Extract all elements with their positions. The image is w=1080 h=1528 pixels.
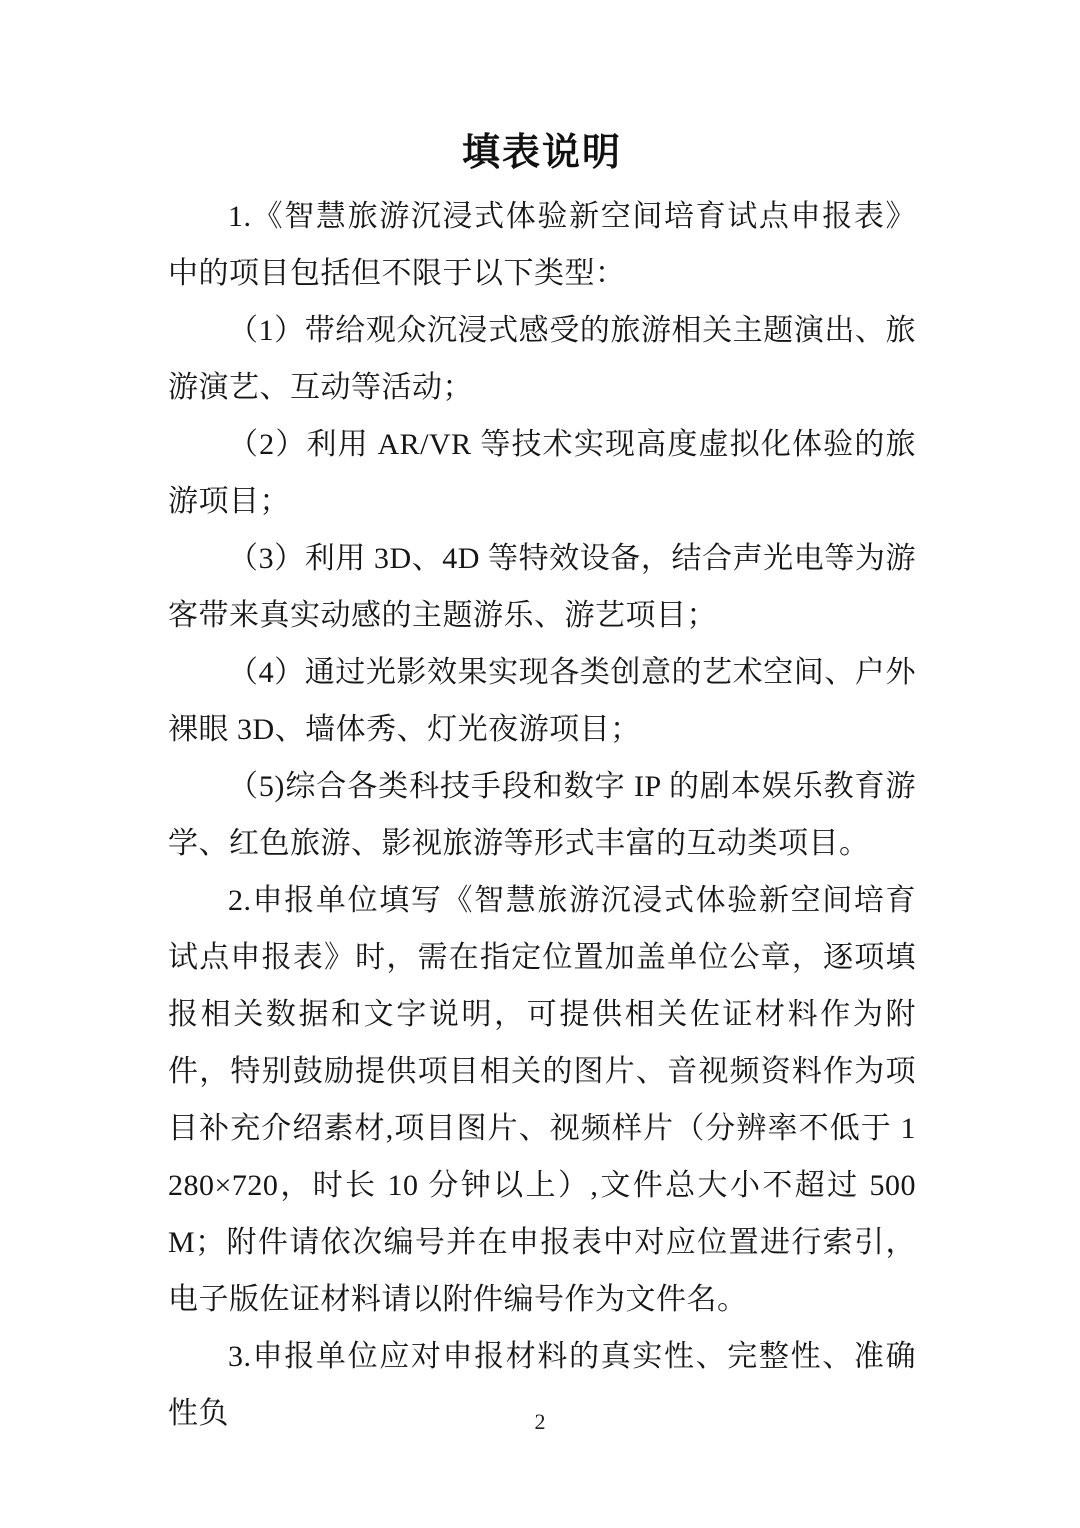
document-body: [168, 188, 916, 1442]
paragraph-intro: 1.《智慧旅游沉浸式体验新空间培育试点申报表》中的项目包括但不限于以下类型：: [168, 200, 916, 290]
paragraph-instructions-3: 3.申报单位应对申报材料的真实性、完整性、准确性负: [168, 1340, 916, 1430]
page-number: 2: [534, 1409, 546, 1434]
paragraph-item-1: （1）带给观众沉浸式感受的旅游相关主题演出、旅游演艺、互动等活动；: [168, 314, 916, 404]
page-title: 填表说明: [461, 132, 622, 174]
paragraph-item-5: （5)综合各类科技手段和数字 IP 的剧本娱乐教育游学、红色旅游、影视旅游等形式丰富的互动类项目。: [168, 770, 916, 860]
paragraph-instructions-2: 2.申报单位填写《智慧旅游沉浸式体验新空间培育试点申报表》时，需在指定位置加盖单位公章，逐项填报相关数据和文字说明，可提供相关佐证材料作为附件，特别鼓励提供项目相关的图片、音视频资料作为项目补充介绍素材,项目图片、视频样片（分辨率不低于 1280×720，时长 10 分钟以上）,文件总大小不超过 500M；附件请依次编号并在申报表中对应位置进行索引，电子版佐证材料请以附件编号作为文件名。: [168, 884, 916, 1316]
paragraph-item-2: （2）利用 AR/VR 等技术实现高度虚拟化体验的旅游项目；: [168, 428, 916, 518]
paragraph-item-3: （3）利用 3D、4D 等特效设备，结合声光电等为游客带来真实动感的主题游乐、游艺项目；: [168, 542, 916, 632]
paragraph-item-4: （4）通过光影效果实现各类创意的艺术空间、户外裸眼 3D、墙体秀、灯光夜游项目；: [168, 656, 916, 746]
document-content: [168, 130, 916, 1442]
